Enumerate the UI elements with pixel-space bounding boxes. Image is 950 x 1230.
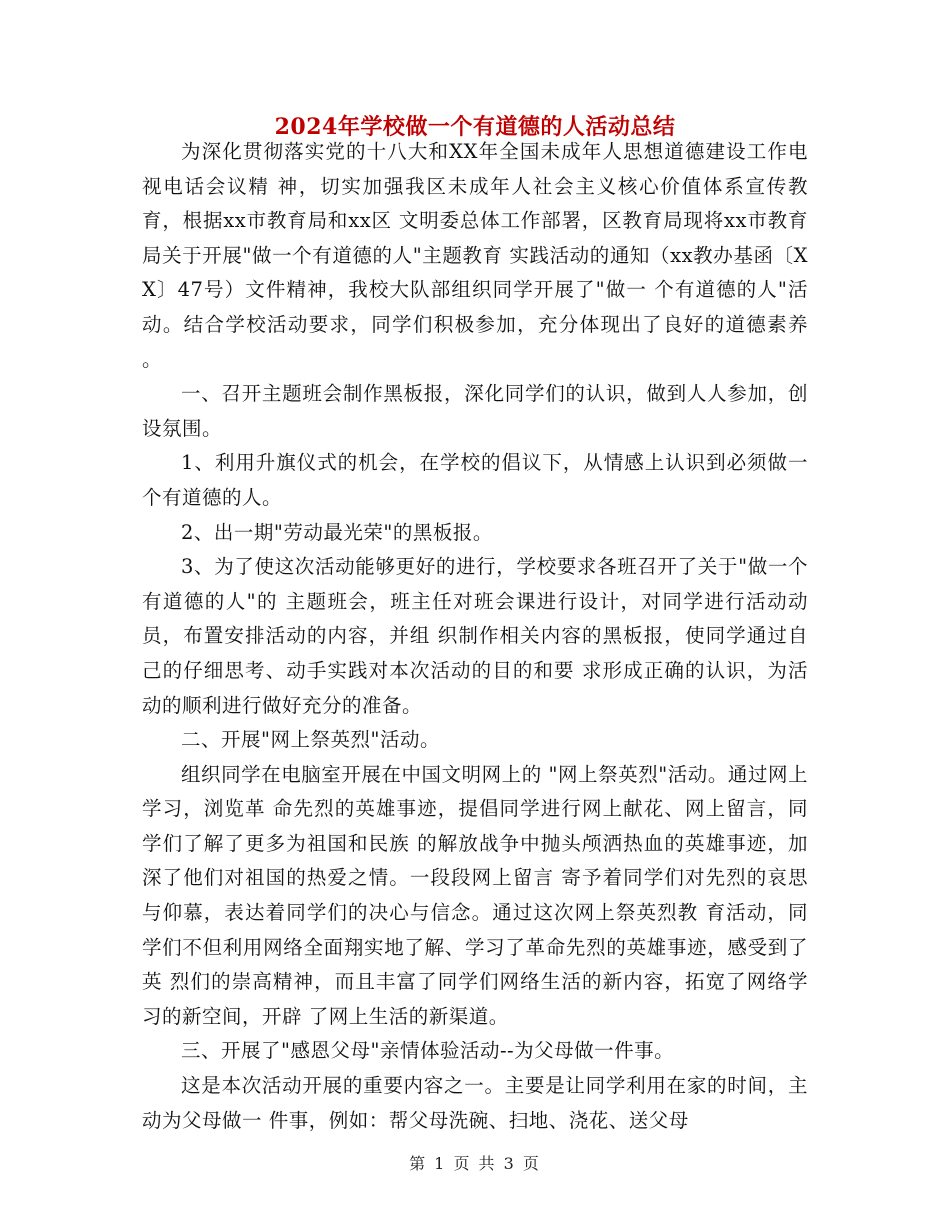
paragraph-intro: 为深化贯彻落实党的十八大和XX年全国未成年人思想道德建设工作电视电话会议精 神，切实加强我区未成年人社会主义核心价值体系宣传教育，根据xx市教育局和xx区 文明委总体工作部署，区教育局现将xx市教育局关于开展"做一个有道德的人"主题教育 实践活动的通知（xx教办基函〔XX〕47号）文件精神，我校大队部组织同学开展了"做一 个有道德的人"活动。结合学校活动要求，同学们积极参加，充分体现出了良好的道德素养 。 — [142, 140, 808, 371]
paragraph-section-2-body: 组织同学在电脑室开展在中国文明网上的 "网上祭英烈"活动。通过网上学习，浏览革 命先烈的英雄事迹，提倡同学进行网上献花、网上留言，同学们了解了更多为祖国和民族 的解放战争中抛头颅洒热血的英雄事迹，加深了他们对祖国的热爱之情。一段段网上留言 寄予着同学们对先烈的哀思与仰慕，表达着同学们的决心与信念。通过这次网上祭英烈教 育活动，同学们不但利用网络全面翔实地了解、学习了革命先烈的英雄事迹，感受到了英 烈们的崇高精神，而且丰富了同学们网络生活的新内容，拓宽了网络学习的新空间，开辟 了网上生活的新渠道。 — [142, 762, 808, 1028]
paragraph-item-3: 3、为了使这次活动能够更好的进行，学校要求各班召开了关于"做一个有道德的人"的 主题班会，班主任对班会课进行设计，对同学进行活动动员，布置安排活动的内容，并组 织制作相关内容的黑板报，使同学通过自己的仔细思考、动手实践对本次活动的目的和要 求形成正确的认识，为活动的顺利进行做好充分的准备。 — [142, 555, 808, 717]
document-title: 2024年学校做一个有道德的人活动总结 — [274, 114, 676, 140]
paragraph-section-3-heading: 三、开展了"感恩父母"亲情体验活动--为父母做一件事。 — [181, 1039, 675, 1063]
document-body — [142, 135, 808, 1138]
paragraph-section-3-body: 这是本次活动开展的重要内容之一。主要是让同学利用在家的时间，主动为父母做一 件事，例如：帮父母洗碗、扫地、浇花、送父母 — [142, 1074, 808, 1132]
paragraph-section-1-heading: 一、召开主题班会制作黑板报，深化同学们的认识，做到人人参加，创设氛围。 — [142, 382, 808, 440]
page-number-footer: 第 1 页 共 3 页 — [409, 1154, 541, 1173]
paragraph-item-2: 2、出一期"劳动最光荣"的黑板报。 — [181, 520, 493, 544]
paragraph-item-1: 1、利用升旗仪式的机会，在学校的倡议下，从情感上认识到必须做一个有道德的人。 — [142, 451, 808, 509]
paragraph-section-2-heading: 二、开展"网上祭英烈"活动。 — [181, 728, 440, 752]
